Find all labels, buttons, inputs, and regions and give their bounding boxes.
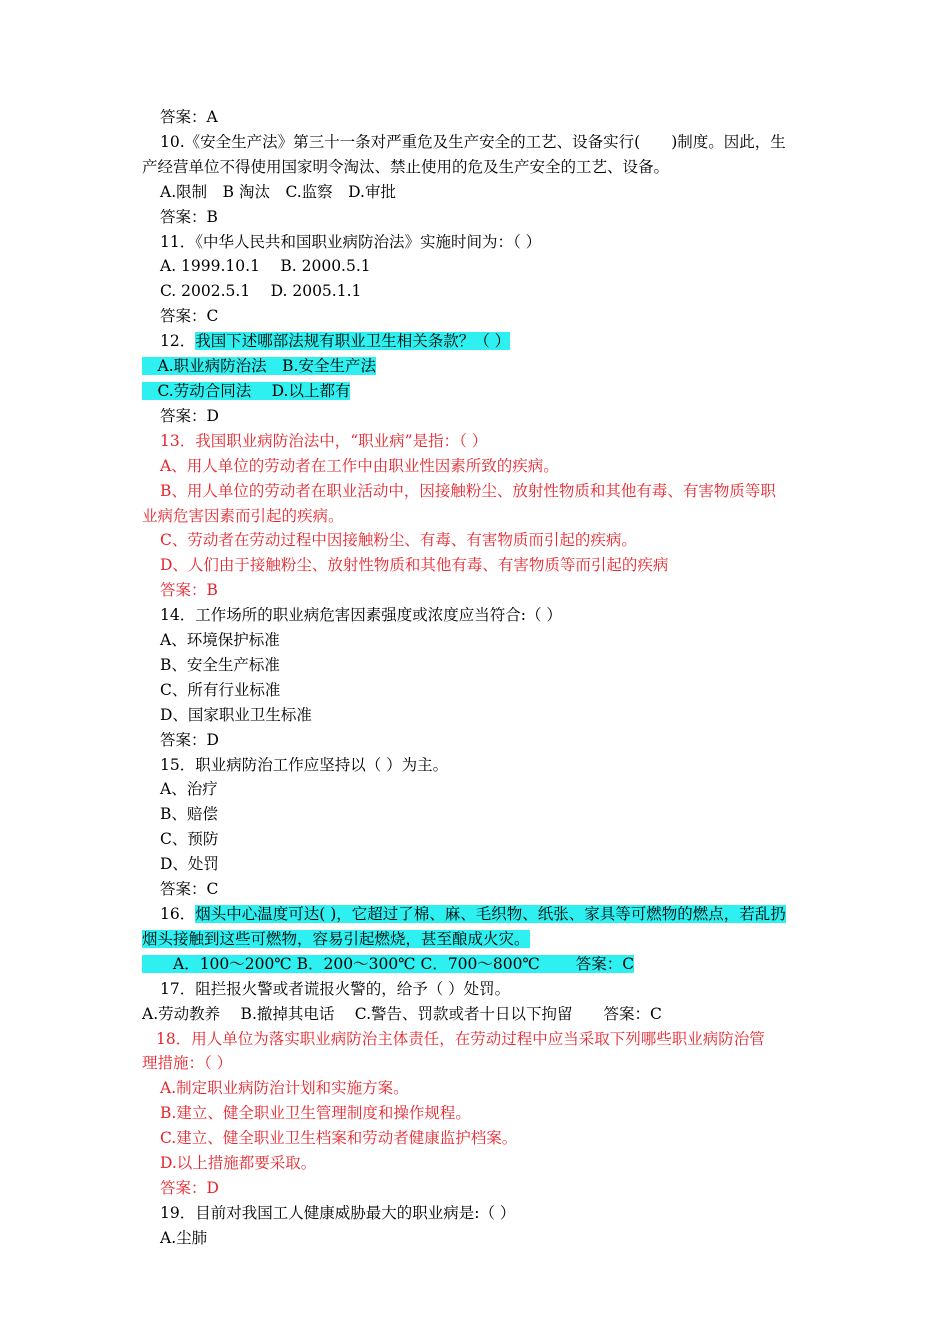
question-15: 15．职业病防治工作应坚持以（ ）为主。 [160,755,449,774]
answer-q12: 答案：D [160,406,219,425]
question-16-line1 [142,902,812,927]
question-12-options-cd: C.劳动合同法 D.以上都有 [142,381,351,400]
question-16-options-answer: A．100～200℃ B．200～300℃ C．700～800℃ 答案：C [142,954,635,973]
question-18-option-b: B.建立、健全职业卫生管理制度和操作规程。 [160,1104,471,1123]
question-11: 11．《中华人民共和国职业病防治法》实施时间为：（ ） [160,232,542,251]
question-10-line2: 产经营单位不得使用国家明令淘汰、禁止使用的危及生产安全的工艺、设备。 [142,157,670,176]
question-13-option-c: C、劳动者在劳动过程中因接触粉尘、有毒、有害物质而引起的疾病。 [160,531,637,550]
question-13-option-d: D、人们由于接触粉尘、放射性物质和其他有毒、有害物质等而引起的疾病 [160,556,669,575]
question-10-options: A.限制 B 淘汰 C.监察 D.审批 [160,182,396,201]
question-13: 13．我国职业病防治法中，“职业病”是指：（ ） [160,431,488,450]
question-14-option-d: D、国家职业卫生标准 [160,705,312,724]
question-15-option-d: D、处罚 [160,855,219,874]
question-18-option-a: A.制定职业病防治计划和实施方案。 [160,1079,409,1098]
question-15-option-b: B、赔偿 [160,805,218,824]
question-15-option-c: C、预防 [160,830,219,849]
question-19-option-a: A.尘肺 [160,1228,208,1247]
question-16-text-line1: 烟头中心温度可达( )，它超过了棉、麻、毛织物、纸张、家具等可燃物的燃点，若乱扔 [195,905,786,923]
question-14-option-b: B、安全生产标准 [160,655,280,674]
question-17: 17．阻拦报火警或者谎报火警的，给予（ ）处罚。 [160,979,511,998]
question-13-option-a: A、用人单位的劳动者在工作中由职业性因素所致的疾病。 [160,456,559,475]
answer-q10: 答案：B [160,207,218,226]
question-12-text: 我国下述哪部法规有职业卫生相关条款？（ ） [195,332,511,351]
question-16-text-line2: 烟头接触到这些可燃物，容易引起燃烧，甚至酿成火灾。 [142,929,530,948]
question-11-options-ab: A. 1999.10.1 B. 2000.5.1 [160,257,371,276]
question-11-options-cd: C. 2002.5.1 D. 2005.1.1 [160,282,362,301]
question-18-line1: 18．用人单位为落实职业病防治主体责任，在劳动过程中应当采取下列哪些职业病防治管 [156,1029,765,1048]
question-16-number: 16． [160,905,196,923]
answer-q13: 答案：B [160,581,218,600]
answer-q14: 答案：D [160,730,219,749]
question-13-option-b-line2: 业病危害因素而引起的疾病。 [142,506,344,525]
answer-q9: 答案：A [160,108,218,126]
question-14-option-c: C、所有行业标准 [160,680,281,699]
question-12-options-ab: A.职业病防治法 B.安全生产法 [142,357,376,376]
question-18-line2: 理措施：（ ） [142,1054,233,1073]
answer-q15: 答案：C [160,880,219,899]
question-12-number: 12． [160,332,196,351]
question-17-options-answer: A.劳动教养 B.撤掉其电话 C.警告、罚款或者十日以下拘留 答案：C [142,1004,662,1023]
question-12 [142,329,812,354]
question-15-option-a: A、治疗 [160,780,218,799]
answer-q11: 答案：C [160,307,219,326]
question-13-option-b-line1: B、用人单位的劳动者在职业活动中，因接触粉尘、放射性物质和其他有毒、有害物质等职 [160,481,776,500]
document-body [142,105,812,1251]
question-14: 14．工作场所的职业病危害因素强度或浓度应当符合:（ ） [160,606,562,625]
question-19: 19．目前对我国工人健康威胁最大的职业病是:（ ） [160,1203,516,1222]
question-18-option-c: C.建立、健全职业卫生档案和劳动者健康监护档案。 [160,1129,518,1148]
question-14-option-a: A、环境保护标准 [160,631,280,650]
question-10-line1: 10.《安全生产法》第三十一条对严重危及生产安全的工艺、设备实行( )制度。因此，生 [160,132,786,151]
question-18-option-d: D.以上措施都要采取。 [160,1154,317,1173]
answer-q18: 答案：D [160,1178,219,1197]
